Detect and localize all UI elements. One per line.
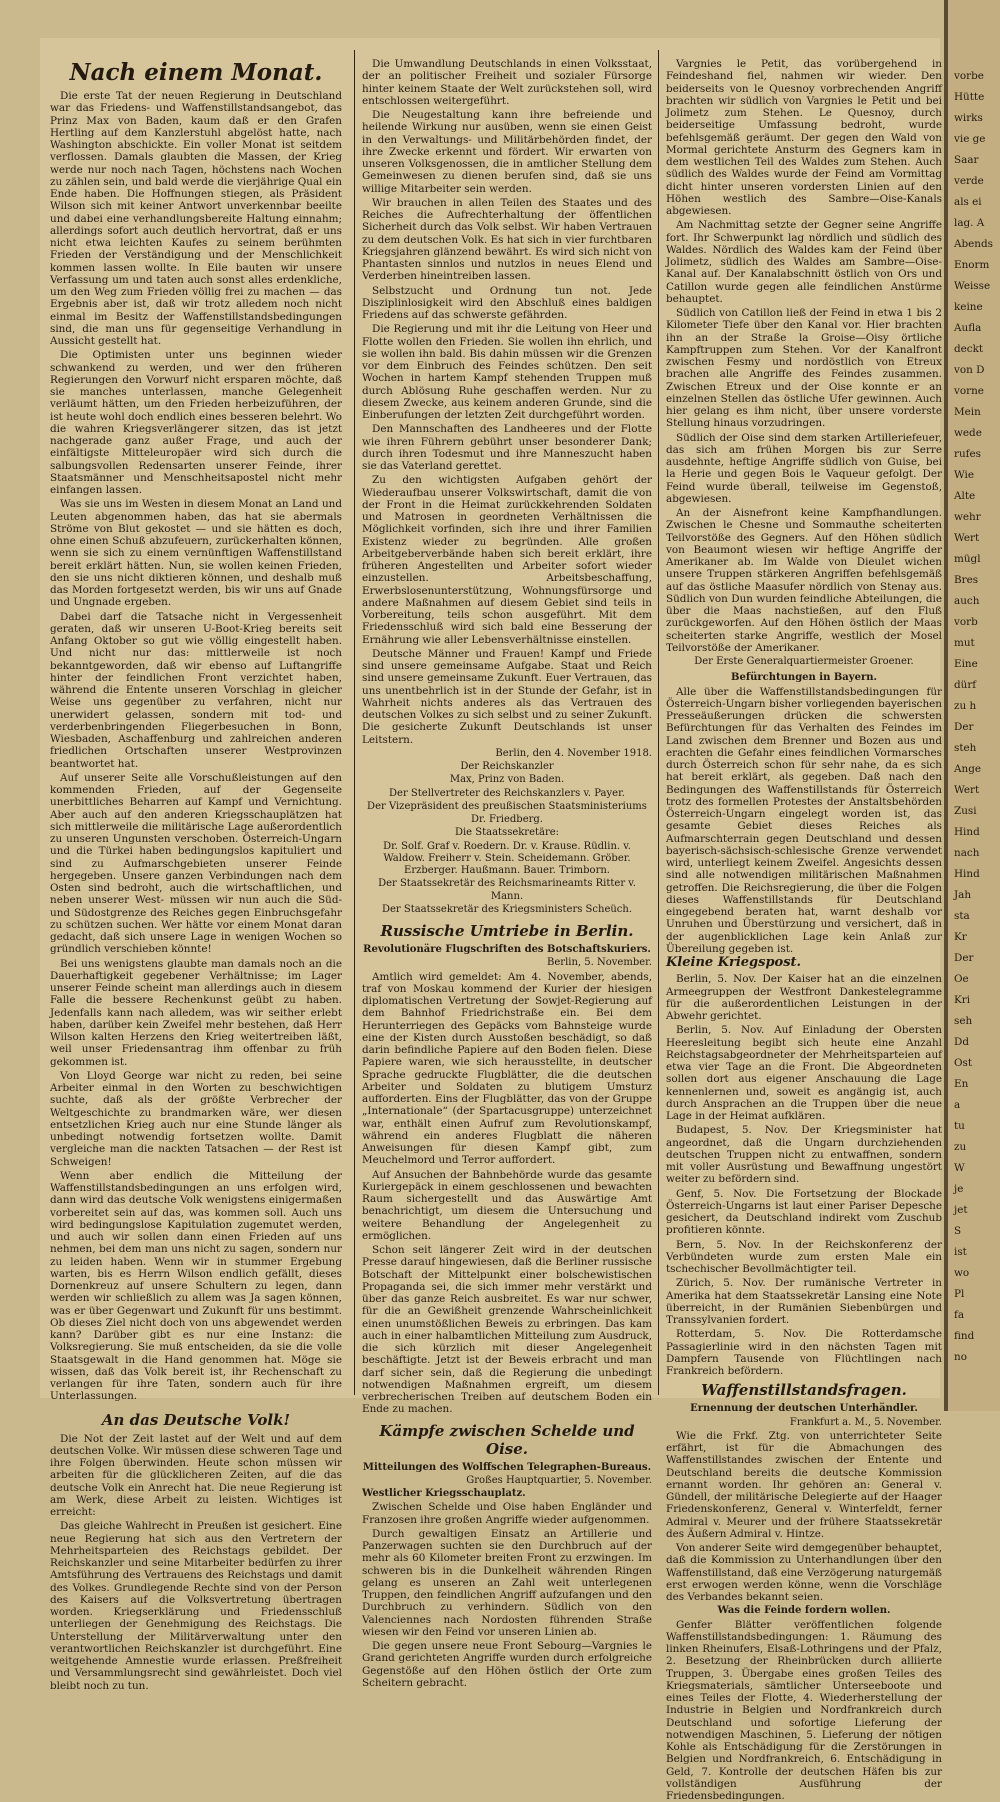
article-title: Waffenstillstandsfragen.: [666, 1381, 942, 1399]
paragraph: Auf unserer Seite alle Vorschußleistungen auf den kommenden Frieden, auf der Gegenseite unerbittliches Beharren auf Kampf und Vernichtung. Aber auch auf den anderen Kriegsschauplätzen hat sich mittlerweile die militärische Lage außerordentlich zu unseren Ungunsten verschoben. Österreich-Ungarn und die Türkei haben bedingungslos kapituliert und sind zu Aufmarschgebieten unserer Feinde hergegeben. Unsere ganzen Verbindungen nach dem Osten sind bedroht, auch die wirtschaftlichen, und neben unserer West- müssen wir nun auch die Süd- und Südostgrenze des Reiches gegen Einbruchsgefahr zu schützen suchen. Wer hätte vor einem Monat daran gedacht, daß sich unsere Lage in wenigen Wochen so gründlich verschieben könnte!: [50, 772, 342, 956]
edge-line: Weisse: [954, 280, 1000, 292]
paragraph: Durch gewaltigen Einsatz an Artillerie und Panzerwagen suchten sie den Durchbruch auf der mehr als 60 Kilometer breiten Front zu erzwingen. Im schweren bis in die Dunkelheit währenden Ringen gelang es unseren an Zahl weit unterlegenen Truppen, den feindlichen Angriff aufzufangen und den Durchbruch zu verhindern. Südlich von den Valenciennes nach Nordosten führenden Straße wiesen wir den Feind vor unseren Linien ab.: [362, 1528, 652, 1638]
edge-line: deckt: [954, 343, 1000, 355]
paragraph: Die Regierung und mit ihr die Leitung von Heer und Flotte wollen den Frieden. Sie wollen ihn ehrlich, und sie wollen ihn bald. Bis dahin müssen wir die Grenzen vor dem Einbruch des Feindes schützen. Den seit Wochen in hartem Kampf stehenden Truppen muß durch Ablösung Ruhe geschaffen werden. Nur zu diesem Zwecke, aus keinem anderen Grunde, sind die Einberufungen der letzten Zeit durchgeführt worden.: [362, 323, 652, 421]
paragraph: Amtlich wird gemeldet: Am 4. November, abends, traf von Moskau kommend der Kurier der hiesigen diplomatischen Vertretung der Sowjet-Regierung auf dem Bahnhof Friedrichstraße ein. Bei dem Herunterriegen des Gepäcks vom Bahnsteige wurde eine der Kisten durch Ausstoßen beschädigt, so daß darin befindliche Papiere auf den Boden fielen. Diese Papiere waren, wie sich herausstellte, in deutscher Sprache gedruckte Flugblätter, die die deutschen Arbeiter und Soldaten zu blutigem Umsturz aufforderten. Eins der Flugblätter, das von der Gruppe „Internationale“ (der Spartacusgruppe) unterzeichnet war, enthält einen Aufruf zum Revolutionskampf, während ein anderes Flugblatt die näheren Anweisungen für diesen Kampf gibt, zum Meuchelmord und Terror auffordert.: [362, 971, 652, 1167]
article-body: [50, 1433, 342, 1692]
article-subtitle: Revolutionäre Flugschriften des Botschaftskuriers.: [362, 944, 652, 956]
article-body: [362, 1501, 652, 1689]
edge-line: jet: [954, 1204, 1000, 1216]
paragraph: Genf, 5. Nov. Die Fortsetzung der Blockade Österreich-Ungarns ist laut einer Pariser Depesche gesichert, da Deutschland indirekt vom Zuschub profitieren könnte.: [666, 1188, 942, 1237]
edge-line: Enorm: [954, 259, 1000, 271]
paragraph: Die Umwandlung Deutschlands in einen Volksstaat, der an politischer Freiheit und sozialer Fürsorge hinter keinem Staate der Welt zurückstehen soll, wird entschlossen weitergeführt.: [362, 58, 652, 107]
paragraph: Selbstzucht und Ordnung tun not. Jede Disziplinlosigkeit wird den Abschluß eines baldigen Friedens auf das schwerste gefährden.: [362, 285, 652, 322]
paragraph: Südlich der Oise sind dem starken Artilleriefeuer, das sich am frühen Morgen bis zur Serre ausdehnte, heftige Angriffe südlich von Guise, bei la Herie und gegen Bois le Vaqueur gefolgt. Der Feind wurde überall, teilweise im Gegenstoß, abgewiesen.: [666, 432, 942, 506]
edge-line: a: [954, 1099, 1000, 1111]
edge-line: Wert: [954, 784, 1000, 796]
edge-line: S: [954, 1225, 1000, 1237]
edge-line: je: [954, 1183, 1000, 1195]
paragraph: Wir brauchen in allen Teilen des Staates und des Reiches die Aufrechterhaltung der öffentlichen Sicherheit durch das Volk selbst. Wir haben Vertrauen zu dem deutschen Volk. Es hat sich in vier furchtbaren Kriegsjahren glänzend bewährt. Es wird sich nicht von Phantasten sinnlos und nutzlos in neues Elend und Verderben hineintreiben lassen.: [362, 197, 652, 283]
edge-line: Der: [954, 721, 1000, 733]
edge-line: no: [954, 1351, 1000, 1363]
article-title: An das Deutsche Volk!: [50, 1411, 342, 1429]
article-title: Kämpfe zwischen Schelde und Oise.: [362, 1422, 652, 1458]
article-subtitle: Mitteilungen des Wolffschen Telegraphen-Bureaus.: [362, 1462, 652, 1474]
edge-line: Saar: [954, 154, 1000, 166]
paragraph: Von Lloyd George war nicht zu reden, bei seine Arbeiter einmal in den Worten zu beschwichtigen suchte, daß als der größte Verbrecher der Weltgeschichte zu brandmarken wäre, wer diesen entsetzlichen Krieg auch nur eine Stunde länger als unbedingt notwendig fortsetzen wollte. Damit vergleiche man die nackten Tatsachen — der Rest ist Schweigen!: [50, 1070, 342, 1168]
edge-line: mut: [954, 637, 1000, 649]
edge-line: Alte: [954, 490, 1000, 502]
edge-line: vorbe: [954, 70, 1000, 82]
paragraph: Die Optimisten unter uns beginnen wieder schwankend zu werden, und wer den früheren Regierungen den Vorwurf nicht ersparen möchte, daß sie manches unterlassen, manche Gelegenheit verläumt hätten, um den Frieden herbeizuführen, der ist heute wohl doch endlich eines besseren belehrt. Wo die wahren Kriegsverlängerer sitzen, das ist jetzt nachgerade ganz außer Frage, und auch der einfältigste Mitteleuropäer wird sich durch die salbungsvollen Redensarten unserer Feinde, ihrer Staatsmänner und Menschheitsapostel nicht mehr einfangen lassen.: [50, 349, 342, 496]
edge-line: Eine: [954, 658, 1000, 670]
adjacent-page-edge: [948, 0, 1000, 1411]
article-body: [666, 973, 942, 1377]
edge-line: dürf: [954, 679, 1000, 691]
edge-line: wede: [954, 427, 1000, 439]
edge-line: wehr: [954, 511, 1000, 523]
article-body: [666, 58, 942, 654]
paragraph: Die Neugestaltung kann ihre befreiende und heilende Wirkung nur ausüben, wenn sie einen Geist in den Verwaltungs- und Militärbehörden findet, der ihre Zwecke erkennt und fördert. Wir erwarten von unseren Volksgenossen, die in amtlicher Stellung dem Gemeinwesen zu dienen berufen sind, daß sie uns willige Mitarbeiter sein werden.: [362, 109, 652, 195]
edge-line: sta: [954, 910, 1000, 922]
paragraph: Zu den wichtigsten Aufgaben gehört der Wiederaufbau unserer Volkswirtschaft, damit die von der Front in die Heimat zurückkehrenden Soldaten und Matrosen in geordneten Verhältnissen die Möglichkeit vorfinden, sich ihre und ihrer Familien Existenz wieder zu begründen. Alle großen Arbeitgeberverbände haben sich bereit erklärt, ihre früheren Angestellten und Arbeiter sofort wieder einzustellen. Arbeitsbeschaffung, Erwerbslosenunterstützung, Wohnungsfürsorge und andere Maßnahmen auf diesem Gebiet sind teils in Vorbereitung, teils schon ausgeführt. Mit dem Friedensschluß wird sich bald eine Besserung der Ernährung wie aller Lebensverhältnisse einstellen.: [362, 474, 652, 646]
paragraph: Bei uns wenigstens glaubte man damals noch an die Dauerhaftigkeit gegebener Verhältnisse; im Lager unserer Feinde scheint man allerdings auch in diesem Falle die bessere Rechenkunst geübt zu haben. Jedenfalls kann nach alledem, was wir seither erlebt haben, darüber kein Zweifel mehr bestehen, daß Herr Wilson kalten Herzens den Krieg weitertreiben läßt, weil unser Friedensantrag ihm offenbar zu früh gekommen ist.: [50, 958, 342, 1068]
paragraph: Am Nachmittag setzte der Gegner seine Angriffe fort. Ihr Schwerpunkt lag nördlich und südlich des Waldes. Nördlich des Waldes kam der Feind über Jolimetz, südlich des Waldes am Sambre—Oise-Kanal auf. Der Kanalabschnitt östlich von Ors und Catillon wurde gegen alle feindlichen Anstürme behauptet.: [666, 219, 942, 305]
paragraph: Südlich von Catillon ließ der Feind in etwa 1 bis 2 Kilometer Tiefe über den Kanal vor. Hier brachten ihn an der Straße la Groise—Oisy örtliche Kampftruppen zum Stehen. Vor der Kanalfront zwischen Fesmy und nordöstlich von Etreux brachen alle Angriffe des Feindes zusammen. Zwischen Etreux und der Oise konnte er an einzelnen Stellen das östliche Ufer gewinnen. Auch hier gelang es ihm nicht, über unsere vorderste Stellung hinaus vorzudringen.: [666, 307, 942, 430]
column-rule: [658, 50, 659, 1395]
edge-line: zu h: [954, 700, 1000, 712]
edge-line: Aufla: [954, 322, 1000, 334]
signature-block: [362, 761, 652, 916]
signature: Der Erste Generalquartiermeister Groener.: [666, 656, 942, 668]
paragraph: Rotterdam, 5. Nov. Die Rotterdamsche Passagierlinie wird in den nächsten Tagen mit Dampfern Tausende von Flüchtlingen nach Frankreich befördern.: [666, 1328, 942, 1377]
paragraph: Vargnies le Petit, das vorübergehend in Feindeshand fiel, nahmen wir wieder. Den beiderseits von le Quesnoy vorbrechenden Angriff brachten wir südlich von Vargnies le Petit und bei Jolimetz zum Stehen. Le Quesnoy, durch beiderseitige Umfassung bedroht, wurde befehlsgemäß geräumt. Der gegen den Wald von Mormal gerichtete Ansturm des Gegners kam in dem westlichen Teil des Waldes zum Stehen. Auch südlich des Waldes wurde der Feind am Vormittag dicht hinter unseren vordersten Linien auf den Höhen westlich des Sambre—Oise-Kanals abgewiesen.: [666, 58, 942, 217]
edge-line: vorne: [954, 385, 1000, 397]
article-body: [666, 1430, 942, 1604]
edge-line: ist: [954, 1246, 1000, 1258]
paragraph: Was sie uns im Westen in diesem Monat an Land und Leuten abgenommen haben, das hat sie abermals Ströme von Blut gekostet — und sie hätten es doch, ohne einen Schuß abzufeuern, zurückerhalten können, wenn sie sich zu einem vernünftigen Waffenstillstand bereit erklärt hätten. Nun, sie wollen keinen Frieden, den sie uns nicht diktieren können, und deshalb muß das Morden fortgesetzt werden, bis wir uns auf Gnade und Ungnade ergeben.: [50, 498, 342, 608]
edge-line: W: [954, 1162, 1000, 1174]
paragraph: Die Not der Zeit lastet auf der Welt und auf dem deutschen Volke. Wir müssen diese schweren Tage und ihre Folgen überwinden. Heute schon müssen wir arbeiten für die glücklicheren Zeiten, auf die das deutsche Volk ein Anrecht hat. Die neue Regierung ist am Werk, diese Arbeit zu leisten. Wichtiges ist erreicht:: [50, 1433, 342, 1519]
column-1: [50, 58, 342, 1398]
paragraph: Bern, 5. Nov. In der Reichskonferenz der Verbündeten wurde zum ersten Male ein tschechischer Bevollmächtigter teil.: [666, 1239, 942, 1276]
article-body: [666, 686, 942, 956]
edge-line: auch: [954, 595, 1000, 607]
edge-line: zu: [954, 1141, 1000, 1153]
column-rule: [354, 50, 355, 1395]
signature-line: Der Staatssekretär des Reichsmarineamts Ritter v. Mann.: [362, 878, 652, 903]
paragraph: Auf Ansuchen der Bahnbehörde wurde das gesamte Kuriergepäck in einem geschlossenen und bewachten Raum sichergestellt und das Auswärtige Amt benachrichtigt, um diesem die Untersuchung und weitere Behandlung der Angelegenheit zu ermöglichen.: [362, 1169, 652, 1243]
signature-line: Der Vizepräsident des preußischen Staatsministeriums: [362, 801, 652, 813]
signature-line: Dr. Friedberg.: [362, 814, 652, 826]
paragraph: Berlin, 5. Nov. Auf Einladung der Obersten Heeresleitung begibt sich heute eine Anzahl Reichstagsabgeordneter der Mehrheitsparteien auf etwa vier Tage an die Front. Die Abgeordneten sollen dort aus eigener Anschauung die Lage kennenlernen und, soweit es angängig ist, auch durch Ansprachen an die Truppen über die neue Lage in der Heimat aufklären.: [666, 1024, 942, 1122]
article-body: [362, 971, 652, 1416]
edge-line: Bres: [954, 574, 1000, 586]
paragraph: Wie die Frkf. Ztg. von unterrichteter Seite erfährt, ist für die Abmachungen des Waffenstillstandes zwischen der Entente und Deutschland bereits die deutsche Kommission ernannt worden. Ihr gehören an: General v. Gündell, der militärische Delegierte auf der Haager Friedenskonferenz, General v. Winterfeldt, ferner Admiral v. Meurer und der frühere Staatssekretär des Äußern Admiral v. Hintze.: [666, 1430, 942, 1540]
edge-line: vorb: [954, 616, 1000, 628]
paragraph: Budapest, 5. Nov. Der Kriegsminister hat angeordnet, daß die Ungarn durchziehenden deutschen Truppen nicht zu entwaffnen, sondern mit voller Ausrüstung und Bewaffnung ungestört weiter zu befördern sind.: [666, 1124, 942, 1185]
column-2: [362, 58, 652, 1398]
edge-line: fa: [954, 1309, 1000, 1321]
section-heading: Befürchtungen in Bayern.: [666, 672, 942, 684]
edge-line: Abends: [954, 238, 1000, 250]
dateline: Berlin, den 4. November 1918.: [362, 748, 652, 760]
signature-line: Dr. Solf. Graf v. Roedern. Dr. v. Krause. Rüdlin. v. Waldow. Freiherr v. Stein. Scheidemann. Gröber. Erzberger. Haußmann. Bauer. Trimborn.: [362, 841, 652, 878]
paragraph: Den Mannschaften des Landheeres und der Flotte wie ihren Führern gebührt unser besonderer Dank; durch ihren Todesmut und ihre Manneszucht haben sie das Vaterland gerettet.: [362, 423, 652, 472]
column-3: [666, 58, 942, 1398]
edge-line: mügl: [954, 553, 1000, 565]
article-title: Kleine Kriegspost.: [666, 957, 942, 969]
edge-line: rufes: [954, 448, 1000, 460]
article-body: [362, 58, 652, 746]
section-heading: Was die Feinde fordern wollen.: [666, 1605, 942, 1617]
edge-line: wo: [954, 1267, 1000, 1279]
paragraph: Das gleiche Wahlrecht in Preußen ist gesichert. Eine neue Regierung hat sich aus den Vertretern der Mehrheitsparteien des Reichstags gebildet. Der Reichskanzler und seine Mitarbeiter bedürfen zu ihrer Amtsführung des Vertrauens des Reichstags und damit des Volkes. Grundlegende Rechte sind von der Person des Kaisers auf die Volksvertretung übertragen worden. Kriegserklärung und Friedensschluß unterliegen der Genehmigung des Reichstags. Die Unterstellung der Militärverwaltung unter den verantwortlichen Reichskanzler ist durchgeführt. Eine weitgehende Amnestie wurde erlassen. Preßfreiheit und Versammlungsrecht sind gewährleistet. Doch viel bleibt noch zu tun.: [50, 1520, 342, 1692]
edge-line: En: [954, 1078, 1000, 1090]
paragraph: Die gegen unsere neue Front Sebourg—Vargnies le Grand gerichteten Angriffe wurden durch erfolgreiche Gegenstöße auf den Höhen östlich der Orte zum Scheitern gebracht.: [362, 1640, 652, 1689]
article-title: Russische Umtriebe in Berlin.: [362, 922, 652, 940]
paragraph: Alle über die Waffenstillstandsbedingungen für Österreich-Ungarn bisher vorliegenden bayerischen Presseäußerungen drücken die schwersten Befürchtungen für das Verhalten des Feindes im Land zwischen dem Brenner und Bozen aus und erachten die Gefahr eines feindlichen Vormarsches durch Österreich schon für sehr nahe, da es sich hat bereit erklärt, als gegeben. Daß nach den Bedingungen des Waffenstillstands für Österreich trotz des formellen Protestes der Anstaltsbehörden Österreich-Ungarn eingelegt worden ist, das gesamte Gebiet dieses Reiches als Aufmarschterrain gegen Deutschland und dessen bayerisch-sächsisch-schlesische Grenze verwendet wird, unterliegt keinem Zweifel. Angesichts dessen sind alle notwendigen militärischen Maßnahmen getroffen. Die Reichsregierung, die über die Folgen dieses Waffenstillstands für Deutschland eingegebend beraten hat, warnt deshalb vor Unruhen und Überstürzung und versichert, daß in der augenblicklichen Lage kein Anlaß zur Übereilung gegeben ist.: [666, 686, 942, 956]
dateline: Großes Hauptquartier, 5. November.: [362, 1475, 652, 1487]
paragraph: Wenn aber endlich die Mitteilung der Waffenstillstandsbedingungen an uns erfolgen wird, dann wird das deutsche Volk wenigstens einigermaßen vorbereitet sein auf das, was kommen soll. Auch uns wird bedingungslose Kapitulation zugemutet werden, und auch wir sollen dann einen Frieden auf uns nehmen, bei dem man uns nicht zu sagen, sondern nur zu leiden haben. Wenn wir in stummer Ergebung warten, bis es Herrn Wilson endlich gefällt, dieses Dornenkreuz auf unsere Schultern zu legen, dann werden wir schließlich zu allem was Ja sagen können, was er über Gegenwart und Zukunft für uns bestimmt. Ob dieses Ziel nicht doch von uns abgewendet werden kann? Darüber gibt es nur eine Instanz: die Volksregierung. Sie muß entscheiden, da sie die volle Staatsgewalt in die Hand genommen hat. Möge sie wissen, daß das Volk bereit ist, ihr Rechenschaft zu verlangen für ihre Taten, sondern auch für ihre Unterlassungen.: [50, 1170, 342, 1403]
dateline: Frankfurt a. M., 5. November.: [666, 1417, 942, 1429]
edge-line: wirks: [954, 112, 1000, 124]
edge-line: Ost: [954, 1057, 1000, 1069]
paragraph: Die erste Tat der neuen Regierung in Deutschland war das Friedens- und Waffenstillstandsangebot, das Prinz Max von Baden, kaum daß er den Grafen Hertling auf dem Kanzlerstuhl abgelöst hatte, nach Washington abschickte. Ein voller Monat ist seitdem verflossen. Damals glaubten die Massen, der Krieg werde nur noch nach Tagen, höchstens nach Wochen zu zählen sein, und bald werde die vierjährige Qual ein Ende haben. Die Hoffnungen stiegen, als Präsident Wilson sich mit keiner Antwort unverkennbar beeilte und dabei eine verhandlungsbereite Haltung einnahm; allerdings sofort auch deutlich hervortrat, daß er uns nicht etwa leichten Kaufes zu seinem berühmten Frieden der Verständigung und der Menschlichkeit kommen lassen wollte. In Eile bauten wir unsere Verfassung um und taten auch sonst alles erdenkliche, um den Weg zum Frieden völlig frei zu machen — das Ergebnis aber ist, daß wir trotz alledem noch nicht einmal im Besitz der Waffenstillstandsbedingungen sind, die man uns für gegenseitige Verhandlung in Aussicht gestellt hat.: [50, 90, 342, 347]
edge-line: Kri: [954, 994, 1000, 1006]
paragraph: Zürich, 5. Nov. Der rumänische Vertreter in Amerika hat dem Staatssekretär Lansing eine Note überreicht, in der Rumänien Siebenbürgen und Transsylvanien fordert.: [666, 1277, 942, 1326]
edge-line: Ange: [954, 763, 1000, 775]
article-body: [50, 90, 342, 1403]
edge-line: steh: [954, 742, 1000, 754]
edge-line: verde: [954, 175, 1000, 187]
edge-line: Wie: [954, 469, 1000, 481]
signature-line: Max, Prinz von Baden.: [362, 774, 652, 786]
edge-line: seh: [954, 1015, 1000, 1027]
edge-line: Hind: [954, 868, 1000, 880]
paragraph: Genfer Blätter veröffentlichen folgende Waffenstillstandsbedingungen: 1. Räumung des linken Rheinufers, Elsaß-Lothringens und der Pfalz, 2. Besetzung der Rheinbrücken durch alliierte Truppen, 3. Übergabe eines großen Teiles des Kriegsmaterials, sämtlicher Unterseeboote und eines Teiles der Flotte, 4. Wiederherstellung der Industrie in Belgien und Nordfrankreich durch Deutschland und sofortige Lieferung der notwendigen Maschinen, 5. Lieferung der nötigen Kohle als Entschädigung für die Zerstörungen in Belgien und Nordfrankreich, 6. Entschädigung in Geld, 7. Kontrolle der deutschen Häfen bis zur vollständigen Ausführung der Friedensbedingungen.: [666, 1619, 942, 1802]
section-heading: Westlicher Kriegsschauplatz.: [362, 1488, 652, 1500]
edge-line: Kr: [954, 931, 1000, 943]
edge-line: Der: [954, 952, 1000, 964]
edge-line: von D: [954, 364, 1000, 376]
signature-line: Der Reichskanzler: [362, 761, 652, 773]
signature-line: Der Staatssekretär des Kriegsministers Scheüch.: [362, 904, 652, 916]
edge-line: nach: [954, 847, 1000, 859]
edge-line: Hind: [954, 826, 1000, 838]
article-body: [666, 1619, 942, 1802]
edge-line: Jah: [954, 889, 1000, 901]
edge-line: keine: [954, 301, 1000, 313]
paragraph: An der Aisnefront keine Kampfhandlungen. Zwischen le Chesne und Sommauthe scheiterten Teilvorstöße des Gegners. Auf den Höhen südlich von Beaumont wiesen wir heftige Angriffe der Amerikaner ab. Im Walde von Dieulet wichen unsere Truppen stärkeren Angriffen befehlsgemäß auf das östliche Maasufer nördlich von Stenay aus. Südlich von Dun wurden feindliche Abteilungen, die über die Maas nachstießen, auf den Fluß zurückgeworfen. Auf den Höhen östlich der Maas scheiterten starke Angriffe, westlich der Mosel Teilvorstöße der Amerikaner.: [666, 507, 942, 654]
signature-line: Die Staatssekretäre:: [362, 827, 652, 839]
paragraph: Dabei darf die Tatsache nicht in Vergessenheit geraten, daß wir unseren U-Boot-Krieg bereits seit Anfang Oktober so gut wie völlig eingestellt haben. Und nicht nur das: mittlerweile ist noch bekanntgeworden, daß wir ebenso auf Luftangriffe hinter der feindlichen Front verzichtet haben, während die Entente unseren Vorschlag in gleicher Weise uns gegenüber zu verfahren, nicht nur unerwidert gelassen, sondern mit tod- und verderbenbringenden Fliegerbesuchen in Bonn, Wiesbaden, Aschaffenburg und zahlreichen anderen friedlichen Ortschaften unserer Westprovinzen beantwortet hat.: [50, 611, 342, 770]
edge-line: Oe: [954, 973, 1000, 985]
edge-line: Mein: [954, 406, 1000, 418]
edge-line: tu: [954, 1120, 1000, 1132]
edge-line: lag. A: [954, 217, 1000, 229]
edge-line: Wert: [954, 532, 1000, 544]
edge-line: Hütte: [954, 91, 1000, 103]
edge-line: vie ge: [954, 133, 1000, 145]
edge-line: als ei: [954, 196, 1000, 208]
paragraph: Deutsche Männer und Frauen! Kampf und Friede sind unsere gemeinsame Aufgabe. Staat und Reich sind unsere gemeinsame Zukunft. Euer Vertrauen, das uns unentbehrlich ist in der Stunde der Gefahr, ist in Wahrheit nichts anderes als das Vertrauen des deutschen Volkes zu sich selbst und zu seiner Zukunft. Die gesicherte Zukunft Deutschlands ist unser Leitstern.: [362, 648, 652, 746]
article-subtitle: Ernennung der deutschen Unterhändler.: [666, 1403, 942, 1415]
paragraph: Berlin, 5. Nov. Der Kaiser hat an die einzelnen Armeegruppen der Westfront Dankestelegramme für die außerordentlichen Leistungen in der Abwehr gerichtet.: [666, 973, 942, 1022]
dateline: Berlin, 5. November.: [362, 957, 652, 969]
edge-line: Pl: [954, 1288, 1000, 1300]
signature-line: Der Stellvertreter des Reichskanzlers v. Payer.: [362, 788, 652, 800]
edge-line: find: [954, 1330, 1000, 1342]
edge-line: Dd: [954, 1036, 1000, 1048]
paragraph: Von anderer Seite wird demgegenüber behauptet, daß die Kommission zu Unterhandlungen über den Waffenstillstand, daß eine Verzögerung naturgemäß erst erwogen werden könne, wenn die Vorschläge des Verbandes bekannt seien.: [666, 1542, 942, 1603]
edge-line: Zusi: [954, 805, 1000, 817]
paragraph: Zwischen Schelde und Oise haben Engländer und Franzosen ihre großen Angriffe wieder aufgenommen.: [362, 1501, 652, 1526]
article-title: Nach einem Monat.: [50, 60, 342, 86]
paragraph: Schon seit längerer Zeit wird in der deutschen Presse darauf hingewiesen, daß die Berliner russische Botschaft der Mittelpunkt einer bolschewistischen Propaganda sei, die sich immer mehr verstärkt und über das ganze Reich ausbreitet. Es war nur schwer, für die an Gewißheit grenzende Wahrscheinlichkeit einen unumstößlichen Beweis zu erbringen. Das kam auch in einer halbamtlichen Mitteilung zum Ausdruck, die sich kürzlich mit dieser Angelegenheit beschäftigte. Jetzt ist der Beweis erbracht und man darf sicher sein, daß die Regierung die unbedingt notwendigen Maßnahmen ergreift, um diesem verbrecherischen Treiben auf deutschem Boden ein Ende zu machen.: [362, 1244, 652, 1416]
